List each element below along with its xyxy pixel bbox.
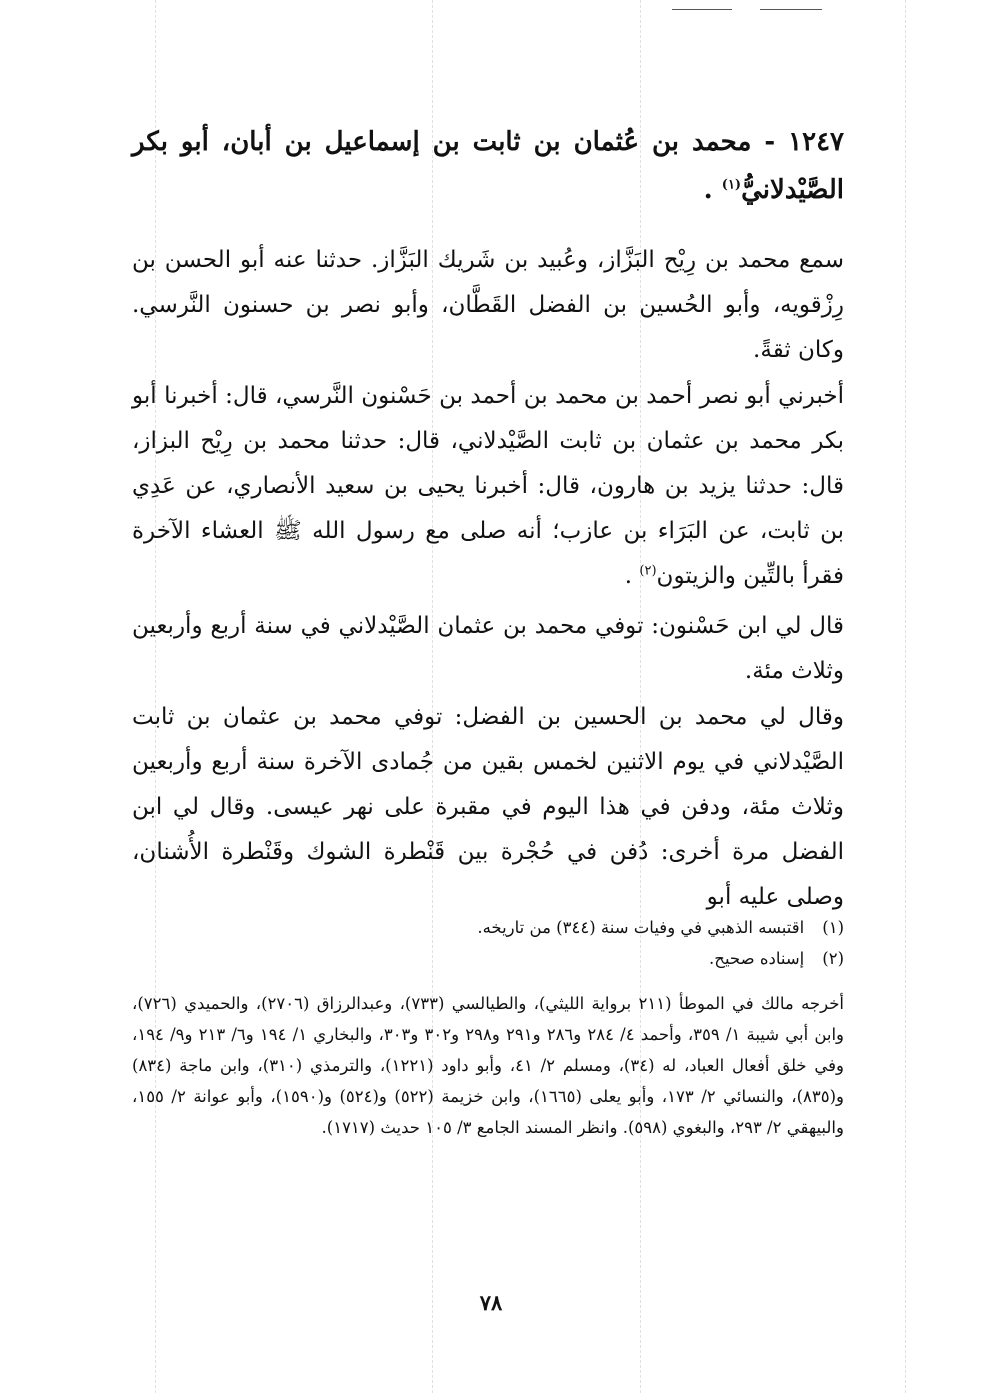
paragraph-hadith-end: .	[624, 563, 640, 589]
footnote-number: (١)	[822, 918, 844, 937]
paragraph-hadith-text: أخبرني أبو نصر أحمد بن محمد بن أحمد بن حَسْنون النَّرسي، قال: أخبرنا أبو بكر محمد بن عثمان بن ثابت الصَّيْدلاني، قال: حدثنا محمد بن رِيْح البزاز، قال: حدثنا يزيد بن هارون، قال: أخبرنا يحيى بن سعيد الأنصاري، عن عَدِي بن ثابت، عن البَرَاء بن عازب؛ أنه صلى مع رسول الله ﷺ العشاء الآخرة فقرأ بالتِّين والزيتون	[132, 383, 844, 589]
paragraph-biography: سمع محمد بن رِيْح البَزَّاز، وعُبيد بن شَريك البَزَّاز. حدثنا عنه أبو الحسن بن رِزْقويه، وأبو الحُسين بن الفضل القَطَّان، وأبو نصر بن حسنون النَّرسي. وكان ثقةً.	[132, 247, 844, 363]
entry-heading-end: .	[703, 175, 722, 205]
footnote-marker[interactable]: (١)	[721, 177, 742, 193]
top-rule	[672, 9, 732, 10]
paragraph-hadith	[132, 374, 844, 599]
scan-fold-line	[905, 0, 906, 1393]
top-rule	[760, 9, 822, 10]
entry-heading	[132, 118, 844, 214]
footnote-text: اقتبسه الذهبي في وفيات سنة (٣٤٤) من تاريخه.	[477, 918, 805, 937]
paragraph-death-report-1: قال لي ابن حَسْنون: توفي محمد بن عثمان الصَّيْدلاني في سنة أربع وأربعين وثلاث مئة.	[132, 613, 844, 684]
page-number: ٧٨	[479, 1290, 503, 1315]
footnote-text: إسناده صحيح.	[709, 949, 805, 968]
footnotes-section	[132, 912, 844, 1143]
entry-heading-text: ١٢٤٧ - محمد بن عُثمان بن ثابت بن إسماعيل بن أبان، أبو بكر الصَّيْدلانيُّ	[132, 127, 844, 205]
footnote-1	[132, 912, 844, 943]
paragraph-death-report-2: وقال لي محمد بن الحسين بن الفضل: توفي محمد بن عثمان بن ثابت الصَّيْدلاني في يوم الاثنين لخمس بقين من جُمادى الآخرة سنة أربع وأربعين وثلاث مئة، ودفن في هذا اليوم في مقبرة على نهر عيسى. وقال لي ابن الفضل مرة أخرى: دُفن في حُجْرة بين قَنْطرة الشوك وقَنْطرة الأُشنان، وصلى عليه أبو	[132, 704, 844, 910]
footnote-number: (٢)	[822, 949, 844, 968]
footnote-2-references: أخرجه مالك في الموطأ (٢١١ برواية الليثي)، والطيالسي (٧٣٣)، وعبدالرزاق (٢٧٠٦)، والحميدي (٧٢٦)، وابن أبي شيبة ١/ ٣٥٩، وأحمد ٤/ ٢٨٤ و٢٨٦ و٢٩١ و٢٩٨ و٣٠٢ و٣٠٣، والبخاري ١/ ١٩٤ و٦/ ٢١٣ و٩/ ١٩٤، وفي خلق أفعال العباد، له (٣٤)، ومسلم ٢/ ٤١، وأبو داود (١٢٢١)، والترمذي (٣١٠)، وابن ماجة (٨٣٤) و(٨٣٥)، والنسائي ٢/ ١٧٣، وأبو يعلى (١٦٦٥)، وابن خزيمة (٥٢٢) و(٥٢٤) و(١٥٩٠)، وأبو عوانة ٢/ ١٥٥، والبيهقي ٢/ ٢٩٣، والبغوي (٥٩٨). وانظر المسند الجامع ٣/ ١٠٥ حديث (١٧١٧).	[132, 994, 845, 1137]
footnote-marker[interactable]: (٢)	[639, 563, 657, 579]
footnote-2	[132, 943, 844, 974]
